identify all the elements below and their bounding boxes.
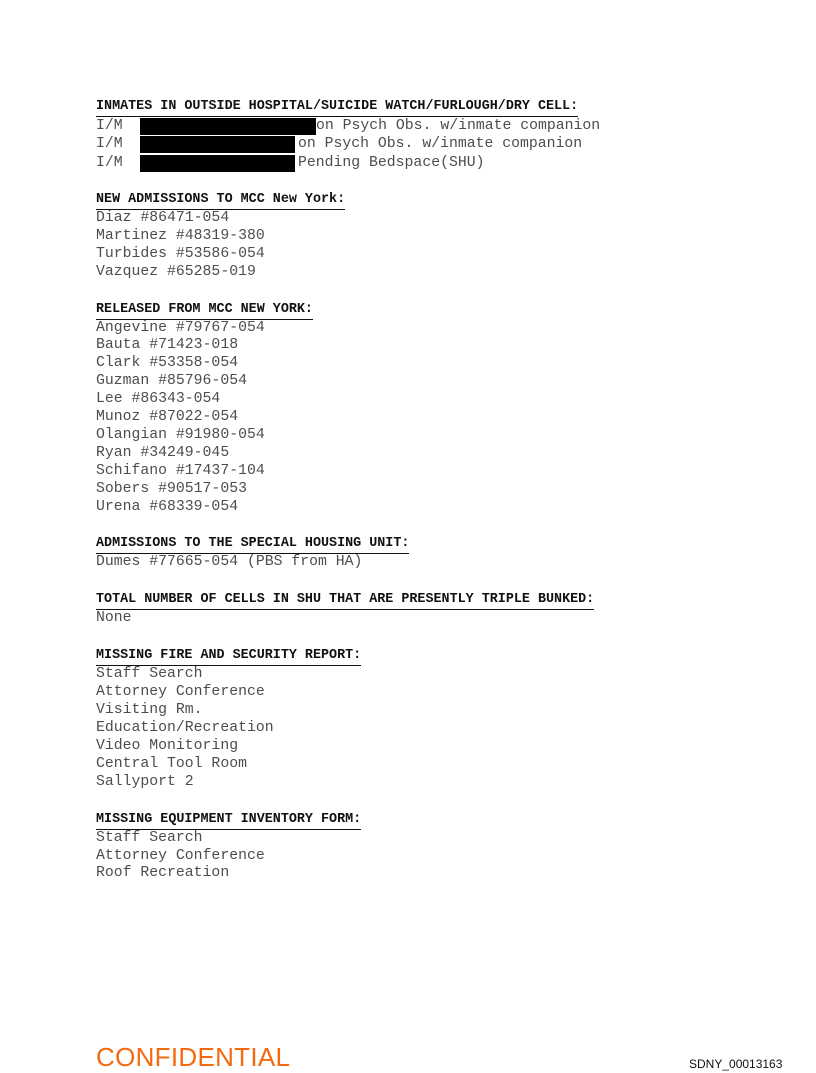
list-item: Olangian #91980-054	[96, 426, 265, 443]
list-item: Attorney Conference	[96, 684, 265, 701]
list-item: Lee #86343-054	[96, 391, 221, 408]
inmate-status-list	[96, 117, 716, 172]
list-item: Staff Search	[96, 666, 203, 683]
confidential-label: CONFIDENTIAL	[96, 1042, 291, 1072]
list-item: Turbides #53586-054	[96, 245, 265, 262]
list-item: Urena #68339-054	[96, 498, 239, 515]
list-item: Sallyport 2	[96, 773, 194, 790]
list-item: Bauta #71423-018	[96, 337, 239, 354]
inmate-status-note: on Psych Obs. w/inmate companion	[316, 118, 601, 134]
section-missing-equipment	[96, 809, 716, 884]
list-item: Central Tool Room	[96, 755, 247, 772]
list-item: Ryan #34249-045	[96, 444, 230, 461]
list-item: Visiting Rm.	[96, 702, 203, 719]
list-item: Munoz #87022-054	[96, 409, 239, 426]
inmate-row	[96, 135, 716, 153]
list-item: Diaz #86471-054	[96, 209, 230, 226]
document-page	[96, 96, 716, 900]
section-new-admissions	[96, 189, 716, 282]
section-shu-admissions	[96, 533, 716, 572]
section-outside-hospital	[96, 96, 716, 172]
list-item: Video Monitoring	[96, 737, 239, 754]
inmate-prefix: I/M	[96, 118, 123, 134]
section-heading: MISSING EQUIPMENT INVENTORY FORM:	[96, 812, 361, 830]
inmate-row	[96, 117, 716, 135]
redaction-box	[140, 118, 316, 135]
list-item: Staff Search	[96, 829, 203, 846]
list-item: None	[96, 610, 132, 627]
redaction-box	[140, 155, 295, 172]
list-item: Vazquez #65285-019	[96, 263, 256, 280]
section-heading: TOTAL NUMBER OF CELLS IN SHU THAT ARE PRESENTLY TRIPLE BUNKED:	[96, 592, 594, 610]
section-released	[96, 299, 716, 517]
list-item: Education/Recreation	[96, 720, 274, 737]
inmate-prefix: I/M	[96, 154, 123, 171]
list-item: Clark #53358-054	[96, 355, 239, 372]
released-list	[96, 320, 716, 517]
list-item: Schifano #17437-104	[96, 462, 265, 479]
section-triple-bunked	[96, 589, 716, 628]
list-item: Roof Recreation	[96, 865, 230, 882]
new-admissions-list	[96, 210, 716, 282]
list-item: Sobers #90517-053	[96, 480, 247, 497]
inmate-status-note: Pending Bedspace(SHU)	[298, 154, 485, 171]
section-heading: MISSING FIRE AND SECURITY REPORT:	[96, 648, 361, 666]
inmate-prefix: I/M	[96, 136, 123, 153]
list-item: Dumes #77665-054 (PBS from HA)	[96, 554, 363, 571]
section-heading: INMATES IN OUTSIDE HOSPITAL/SUICIDE WATCH/FURLOUGH/DRY CELL:	[96, 99, 578, 117]
list-item: Attorney Conference	[96, 847, 265, 864]
list-item: Martinez #48319-380	[96, 227, 265, 244]
missing-fire-list	[96, 666, 716, 791]
inmate-status-note: on Psych Obs. w/inmate companion	[298, 136, 583, 153]
list-item: Guzman #85796-054	[96, 373, 247, 390]
redaction-box	[140, 136, 295, 153]
bates-number: SDNY_00013163	[689, 1057, 783, 1071]
section-heading: RELEASED FROM MCC NEW YORK:	[96, 302, 313, 320]
triple-bunked-list	[96, 610, 716, 628]
inmate-row	[96, 154, 716, 172]
shu-admissions-list	[96, 554, 716, 572]
section-heading: ADMISSIONS TO THE SPECIAL HOUSING UNIT:	[96, 536, 409, 554]
list-item: Angevine #79767-054	[96, 319, 265, 336]
missing-equipment-list	[96, 830, 716, 884]
section-heading: NEW ADMISSIONS TO MCC New York:	[96, 192, 345, 210]
section-missing-fire-security	[96, 645, 716, 791]
